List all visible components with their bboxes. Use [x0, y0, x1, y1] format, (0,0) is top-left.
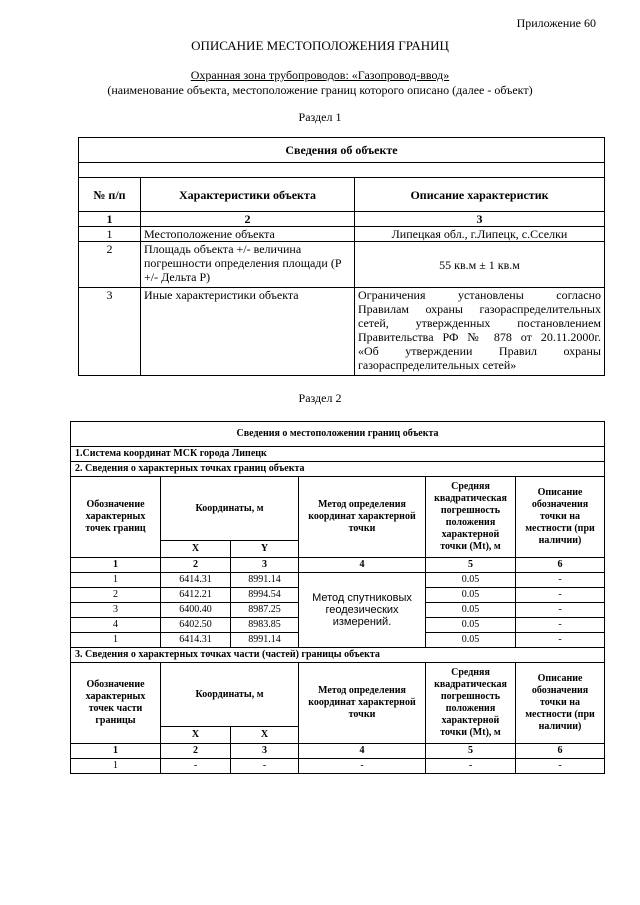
index-cell: 4	[299, 558, 426, 573]
point-accuracy: 0.05	[426, 588, 516, 603]
index-cell: 3	[231, 558, 299, 573]
appendix-label: Приложение 60	[516, 16, 596, 30]
index-cell: 3	[355, 212, 605, 227]
col-header-x: X	[161, 541, 231, 558]
point-accuracy: 0.05	[426, 633, 516, 648]
object-name: Охранная зона трубопроводов: «Газопровод-ввод»	[190, 68, 450, 82]
table-row	[79, 288, 605, 376]
col-header-description: Описание характеристик	[355, 178, 605, 212]
point-number: 4	[71, 618, 161, 633]
row-characteristic: Площадь объекта +/- величина погрешности определения площади (Р +/- Дельта Р)	[141, 242, 355, 288]
point-y: 8987.25	[231, 603, 299, 618]
col-header-characteristic: Характеристики объекта	[141, 178, 355, 212]
description-line: сетей, утвержденных постановлением	[358, 316, 601, 330]
part-point-x: -	[161, 759, 231, 774]
point-number: 3	[71, 603, 161, 618]
point-accuracy: 0.05	[426, 618, 516, 633]
col-header-part-x: X	[161, 727, 231, 744]
point-accuracy: 0.05	[426, 573, 516, 588]
index-cell: 5	[426, 558, 516, 573]
table-row	[71, 573, 605, 588]
col-header-part-y: X	[231, 727, 299, 744]
description-line: Ограничения установлены согласно	[358, 288, 601, 302]
point-description: -	[516, 588, 605, 603]
index-cell: 2	[161, 744, 231, 759]
document-title: ОПИСАНИЕ МЕСТОПОЛОЖЕНИЯ ГРАНИЦ	[191, 38, 449, 53]
point-x: 6412.21	[161, 588, 231, 603]
method-cell: Метод спутниковых геодезических измерений.	[299, 573, 426, 648]
index-cell: 2	[161, 558, 231, 573]
point-accuracy: 0.05	[426, 603, 516, 618]
part-point-accuracy: -	[426, 759, 516, 774]
table-row	[79, 242, 605, 288]
point-y: 8983.85	[231, 618, 299, 633]
point-number: 1	[71, 573, 161, 588]
row-no: 2	[79, 242, 141, 288]
spacer-row	[79, 163, 605, 178]
col-header-no: № п/п	[79, 178, 141, 212]
col-header-coordinates: Координаты, м	[161, 477, 299, 541]
section-1-label: Раздел 1	[298, 110, 342, 124]
col-header-accuracy: Средняя квадратическая погрешность положения характерной точки (Mt), м	[426, 477, 516, 558]
point-description: -	[516, 633, 605, 648]
col-header-part-method: Метод определения координат характерной точки	[299, 663, 426, 744]
parts-section-title: 3. Сведения о характерных точках части (частей) границы объекта	[71, 648, 605, 663]
description-line: газораспределительных сетей»	[358, 358, 517, 372]
row-description	[355, 288, 605, 376]
col-header-part-description: Описание обозначения точки на местности (при наличии)	[516, 663, 605, 744]
row-no: 1	[79, 227, 141, 242]
index-cell: 4	[299, 744, 426, 759]
row-characteristic: Иные характеристики объекта	[141, 288, 355, 376]
section-2-label: Раздел 2	[298, 391, 342, 405]
table-row	[71, 759, 605, 774]
description-line: Правилам охраны газораспределительных	[358, 302, 601, 316]
part-point-method: -	[299, 759, 426, 774]
row-characteristic: Местоположение объекта	[141, 227, 355, 242]
row-description: 55 кв.м ± 1 кв.м	[355, 242, 605, 288]
object-caption: (наименование объекта, местоположение границ которого описано (далее - объект)	[107, 83, 533, 97]
coordinate-system: 1.Система координат МСК города Липецк	[71, 447, 605, 462]
index-cell: 1	[79, 212, 141, 227]
index-cell: 6	[516, 744, 605, 759]
point-x: 6414.31	[161, 573, 231, 588]
point-description: -	[516, 573, 605, 588]
index-cell: 5	[426, 744, 516, 759]
table-title: Сведения о местоположении границ объекта	[71, 422, 605, 447]
part-point-y: -	[231, 759, 299, 774]
point-number: 2	[71, 588, 161, 603]
index-cell: 6	[516, 558, 605, 573]
point-number: 1	[71, 633, 161, 648]
boundary-location-table	[70, 421, 605, 774]
col-header-method: Метод определения координат характерной точки	[299, 477, 426, 558]
point-y: 8991.14	[231, 633, 299, 648]
point-x: 6400.40	[161, 603, 231, 618]
part-point-description: -	[516, 759, 605, 774]
description-line: «Об утверждении Правил охраны	[358, 344, 601, 358]
point-x: 6402.50	[161, 618, 231, 633]
description-line: Правительства РФ № 878 от 20.11.2000г.	[358, 330, 601, 344]
point-x: 6414.31	[161, 633, 231, 648]
index-cell: 1	[71, 558, 161, 573]
point-description: -	[516, 603, 605, 618]
part-point-number: 1	[71, 759, 161, 774]
table-row	[79, 227, 605, 242]
object-info-table	[78, 137, 605, 376]
index-cell: 3	[231, 744, 299, 759]
col-header-point-description: Описание обозначения точки на местности (при наличии)	[516, 477, 605, 558]
point-y: 8994.54	[231, 588, 299, 603]
col-header-part-point: Обозначение характерных точек части границы	[71, 663, 161, 744]
col-header-part-coordinates: Координаты, м	[161, 663, 299, 727]
points-section-title: 2. Сведения о характерных точках границ объекта	[71, 462, 605, 477]
col-header-y: Y	[231, 541, 299, 558]
row-description: Липецкая обл., г.Липецк, с.Сселки	[355, 227, 605, 242]
point-y: 8991.14	[231, 573, 299, 588]
col-header-point: Обозначение характерных точек границ	[71, 477, 161, 558]
index-cell: 2	[141, 212, 355, 227]
point-description: -	[516, 618, 605, 633]
row-no: 3	[79, 288, 141, 376]
table-title: Сведения об объекте	[79, 138, 605, 163]
index-cell: 1	[71, 744, 161, 759]
col-header-part-accuracy: Средняя квадратическая погрешность положения характерной точки (Mt), м	[426, 663, 516, 744]
